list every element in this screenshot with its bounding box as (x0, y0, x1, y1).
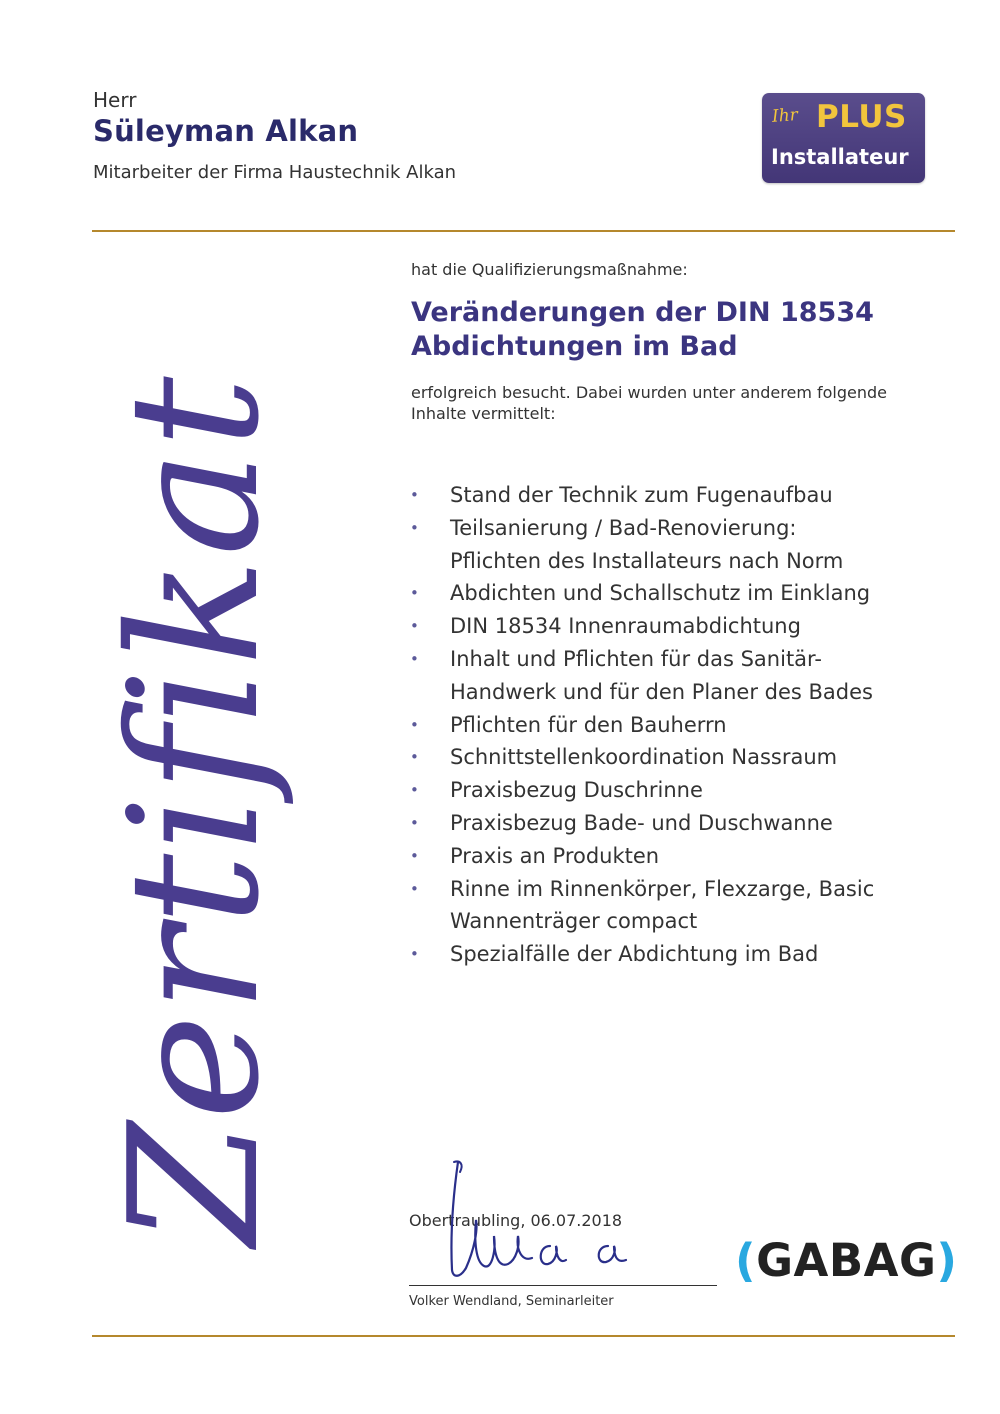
course-title-line-2: Abdichtungen im Bad (411, 331, 738, 362)
bullet-icon: • (410, 518, 419, 537)
place-and-date: Obertraubling, 06.07.2018 (409, 1211, 623, 1230)
list-item-continuation (410, 676, 930, 709)
topic-text: Abdichten und Schallschutz im Einklang (450, 581, 871, 606)
plus-logo-subtitle: Installateur (771, 145, 909, 169)
gabag-paren-close: ) (936, 1234, 958, 1287)
course-title (411, 296, 874, 364)
topic-text: Schnittstellenkoordination Nassraum (450, 745, 838, 770)
list-item (410, 741, 930, 774)
topic-text: Inhalt und Pflichten für das Sanitär- (450, 646, 822, 671)
bullet-icon: • (410, 486, 419, 504)
topic-text: Pflichten des Installateurs nach Norm (450, 548, 844, 573)
success-text: erfolgreich besucht. Dabei wurden unter anderem folgende Inhalte vermittelt: (411, 383, 888, 423)
list-item (410, 512, 930, 545)
topic-text: Wannenträger compact (450, 909, 698, 934)
list-item-continuation (410, 905, 930, 938)
list-item (410, 774, 930, 807)
plus-installateur-logo (762, 93, 925, 183)
topic-list (410, 479, 930, 971)
gabag-paren-open: ( (735, 1234, 757, 1287)
topic-text: Praxisbezug Bade- und Duschwanne (450, 810, 833, 835)
topic-text: Spezialfälle der Abdichtung im Bad (450, 942, 819, 967)
list-item-continuation (410, 545, 930, 578)
recipient-name: Süleyman Alkan (93, 114, 359, 148)
bullet-icon: • (410, 945, 419, 964)
signer-name: Volker Wendland, Seminarleiter (409, 1294, 614, 1309)
topic-text: Praxisbezug Duschrinne (450, 778, 703, 803)
bullet-icon: • (410, 649, 419, 668)
bullet-icon: • (410, 715, 419, 734)
bullet-icon: • (410, 846, 419, 865)
recipient-role: Mitarbeiter der Firma Haustechnik Alkan (93, 162, 457, 183)
list-item (410, 840, 930, 873)
salutation: Herr (93, 88, 137, 112)
intro-text: hat die Qualifizierungsmaßnahme: (411, 260, 688, 279)
bullet-icon: • (410, 879, 419, 898)
topic-text: Rinne im Rinnenkörper, Flexzarge, Basic (450, 876, 875, 901)
topic-text: DIN 18534 Innenraumabdichtung (450, 614, 801, 639)
list-item (410, 577, 930, 610)
handwritten-signature (430, 1150, 670, 1290)
bullet-icon: • (410, 748, 419, 767)
plus-logo-word: PLUS (816, 99, 907, 135)
list-item (410, 938, 930, 971)
gabag-word: GABAG (756, 1234, 937, 1287)
bullet-icon: • (410, 813, 419, 832)
zertifikat-watermark: Zertifikat (91, 374, 298, 1246)
signature-line (409, 1285, 717, 1286)
course-title-line-1: Veränderungen der DIN 18534 (411, 297, 874, 328)
bullet-icon: • (410, 584, 419, 603)
list-item (410, 873, 930, 906)
list-item (410, 610, 930, 643)
list-item (410, 479, 930, 512)
topic-text: Handwerk und für den Planer des Bades (450, 679, 873, 704)
bottom-divider (92, 1335, 955, 1337)
gabag-logo (735, 1236, 957, 1286)
topic-text: Pflichten für den Bauherrn (450, 712, 727, 737)
topic-text: Teilsanierung / Bad-Renovierung: (450, 515, 797, 540)
topic-text: Praxis an Produkten (450, 843, 660, 868)
topic-text: Stand der Technik zum Fugenaufbau (450, 483, 833, 507)
bullet-icon: • (410, 617, 419, 636)
list-item (410, 807, 930, 840)
plus-logo-prefix: Ihr (771, 105, 799, 127)
top-divider (92, 230, 955, 232)
bullet-icon: • (410, 781, 419, 800)
list-item (410, 643, 930, 676)
list-item (410, 709, 930, 742)
